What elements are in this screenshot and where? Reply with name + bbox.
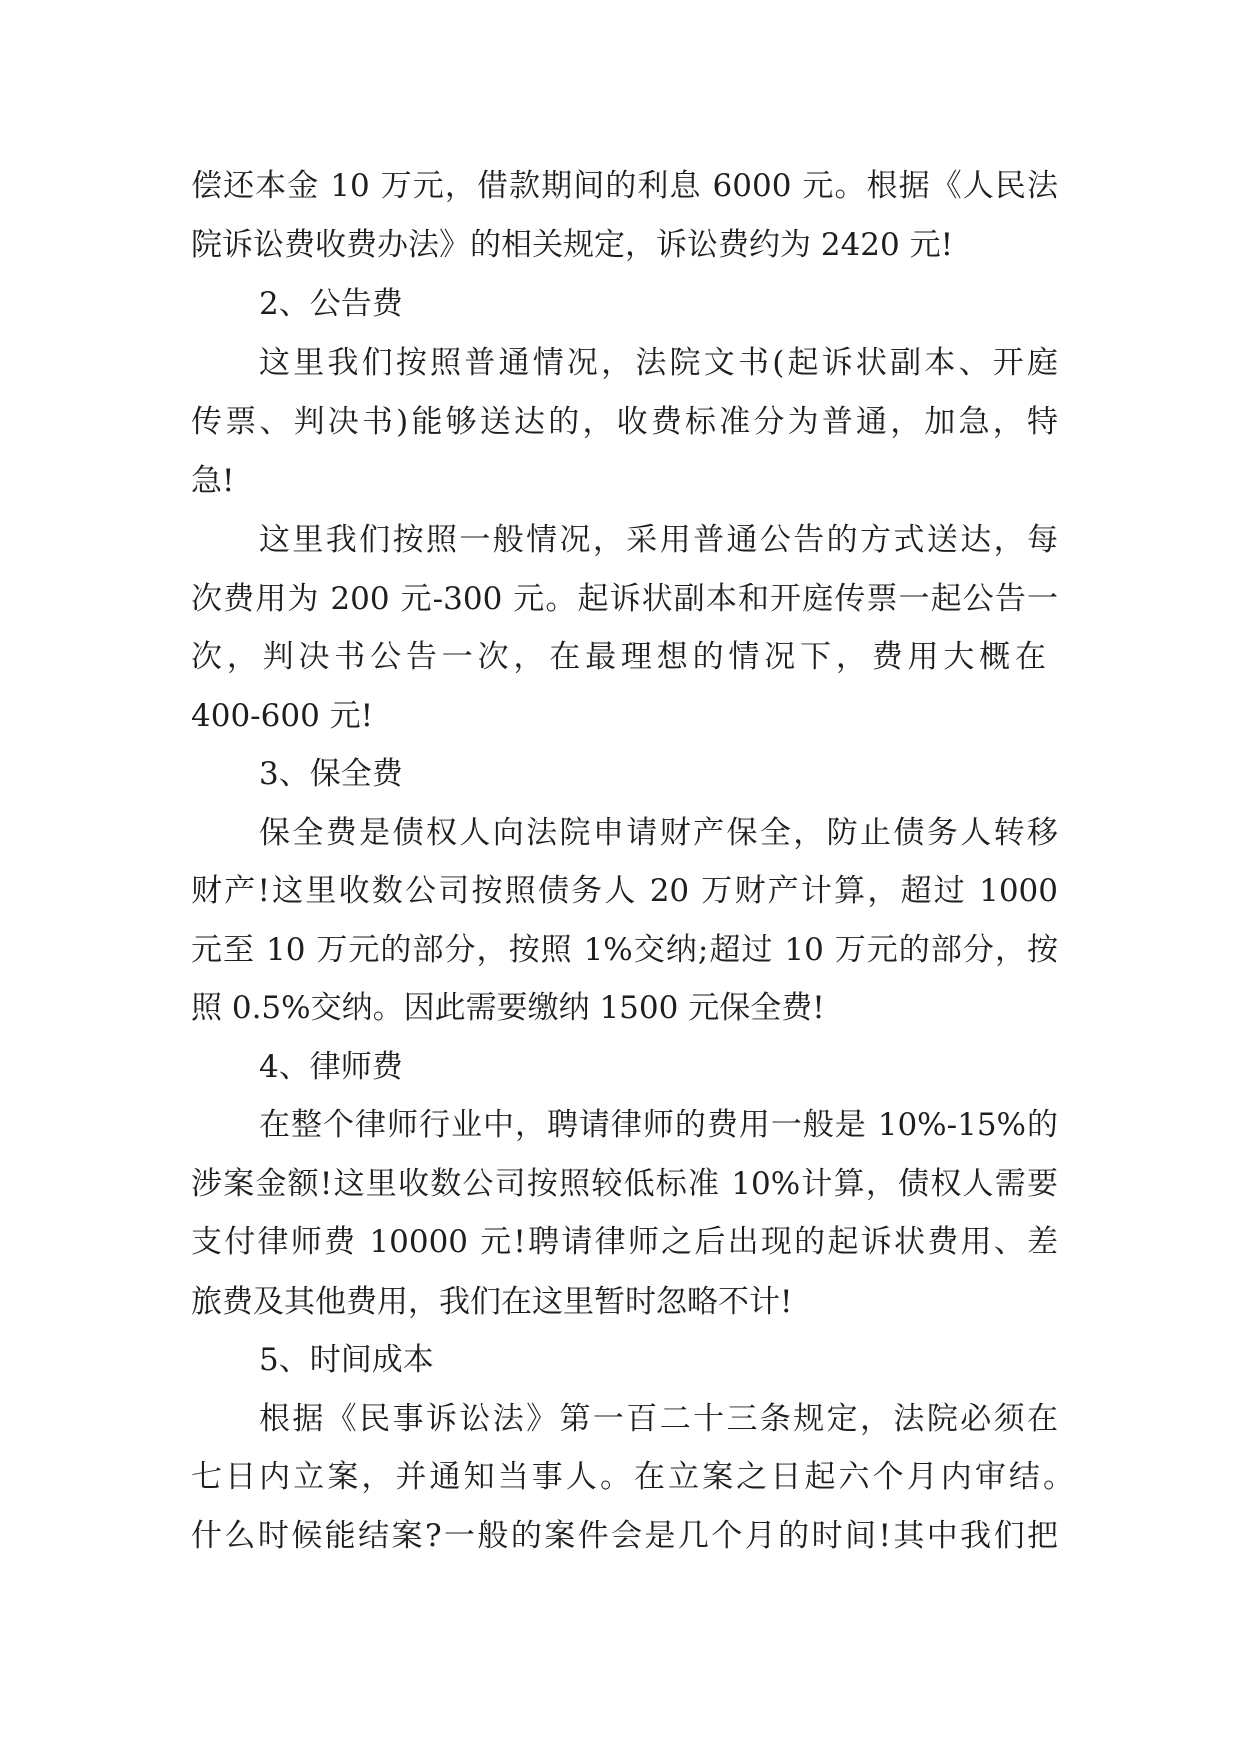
text-line: 在整个律师行业中，聘请律师的费用一般是 10%-15%的 xyxy=(259,1107,1058,1143)
text-line: 次费用为 200 元-300 元。起诉状副本和开庭传票一起公告一 xyxy=(191,581,1058,617)
text-line: 院诉讼费收费办法》的相关规定，诉讼费约为 2420 元! xyxy=(191,227,954,263)
text-line: 次，判决书公告一次，在最理想的情况下，费用大概在 xyxy=(191,639,1046,675)
text-line: 七日内立案，并通知当事人。在立案之日起六个月内审结。 xyxy=(191,1459,1074,1495)
text-line: 照 0.5%交纳。因此需要缴纳 1500 元保全费! xyxy=(191,990,825,1026)
section-heading: 3、保全费 xyxy=(259,756,403,792)
text-line: 这里我们按照一般情况，采用普通公告的方式送达，每 xyxy=(259,522,1058,558)
section-heading: 4、律师费 xyxy=(259,1049,403,1085)
text-line: 财产!这里收数公司按照债务人 20 万财产计算，超过 1000 xyxy=(191,873,1058,909)
text-line: 急! xyxy=(191,463,235,499)
text-line: 400-600 元! xyxy=(191,698,374,734)
text-line: 这里我们按照普通情况，法院文书(起诉状副本、开庭 xyxy=(259,345,1058,381)
text-line: 根据《民事诉讼法》第一百二十三条规定，法院必须在 xyxy=(259,1401,1058,1437)
text-line: 支付律师费 10000 元!聘请律师之后出现的起诉状费用、差 xyxy=(191,1224,1058,1260)
text-line: 元至 10 万元的部分，按照 1%交纳;超过 10 万元的部分，按 xyxy=(191,932,1058,968)
text-line: 偿还本金 10 万元，借款期间的利息 6000 元。根据《人民法 xyxy=(191,168,1058,204)
text-line: 涉案金额!这里收数公司按照较低标准 10%计算，债权人需要 xyxy=(191,1166,1058,1202)
text-line: 旅费及其他费用，我们在这里暂时忽略不计! xyxy=(191,1284,793,1320)
text-line: 传票、判决书)能够送达的，收费标准分为普通，加急，特 xyxy=(191,404,1058,440)
section-heading: 5、时间成本 xyxy=(259,1342,434,1378)
section-heading: 2、公告费 xyxy=(259,286,403,322)
text-line: 什么时候能结案?一般的案件会是几个月的时间!其中我们把 xyxy=(191,1518,1058,1554)
text-line: 保全费是债权人向法院申请财产保全，防止债务人转移 xyxy=(259,815,1058,851)
